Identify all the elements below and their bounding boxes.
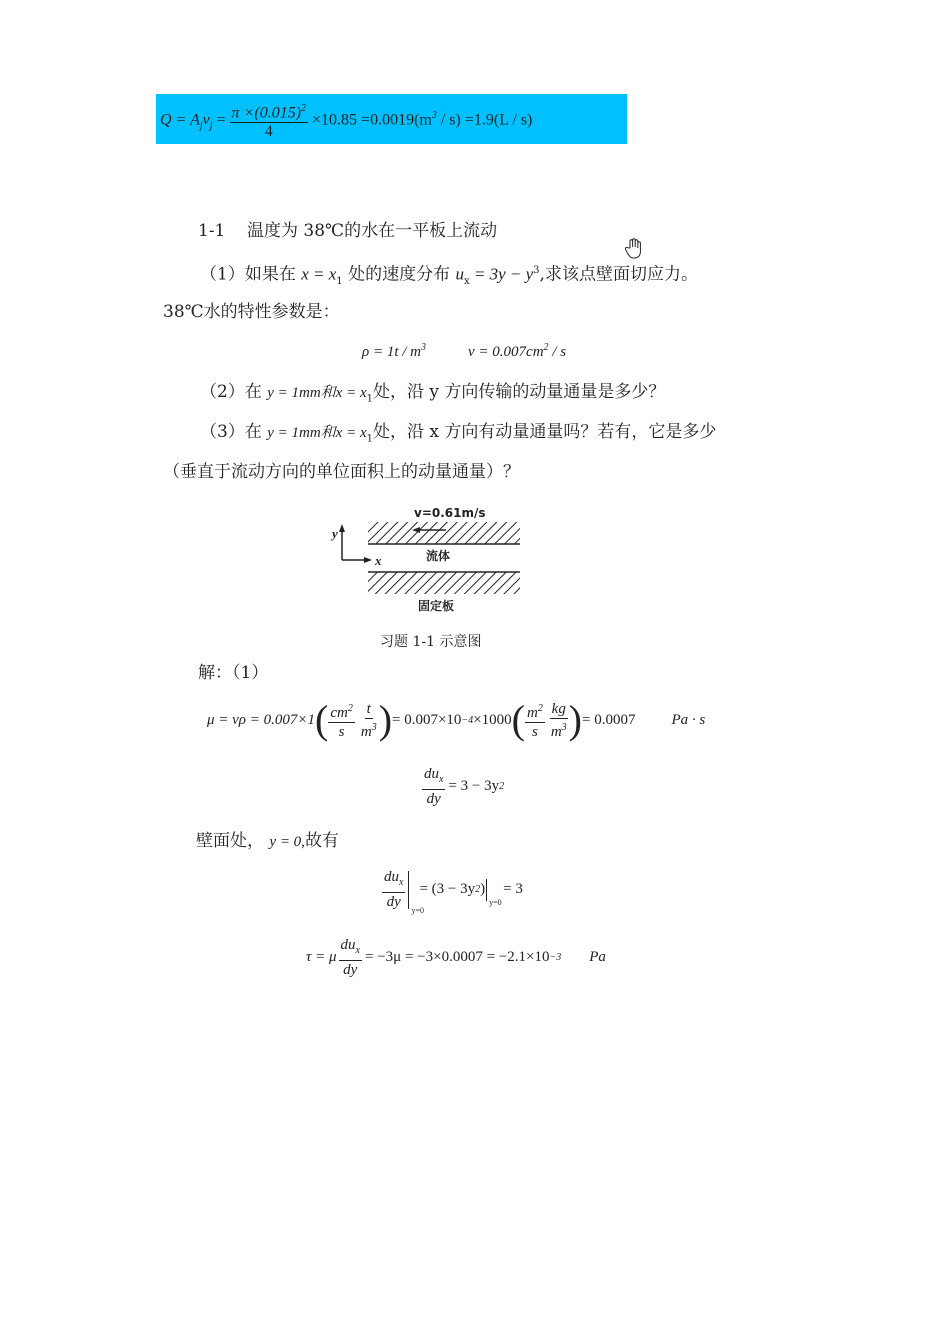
- math-sub: 1: [366, 393, 373, 405]
- eq-sup: −3: [549, 952, 562, 963]
- y-axis-label: y: [332, 526, 338, 541]
- eq-fraction: [359, 700, 379, 741]
- viscosity-equation: [207, 697, 705, 743]
- eq-sup: 3: [431, 110, 437, 121]
- part-1: [200, 260, 698, 293]
- highlighted-equation-box: [156, 94, 627, 144]
- eq-sup: −4: [461, 714, 474, 726]
- eval-subscript: y=0: [489, 897, 502, 907]
- part-3: [200, 421, 716, 450]
- eq-part: τ = μ: [306, 949, 337, 965]
- part-1-text: ,求该点壁面切应力。: [539, 264, 698, 285]
- fraction-denominator: 4: [264, 123, 273, 141]
- fraction-numerator: π ×(0.015): [231, 104, 302, 122]
- fraction-denominator: s: [531, 723, 538, 740]
- eq-rest: / s) =1.9(L / s): [436, 111, 533, 129]
- moving-plate: [368, 522, 520, 544]
- eq-sup: 2: [347, 702, 353, 714]
- part-3-text: 处，沿 x 方向有动量通量吗？若有，它是多少: [373, 422, 717, 442]
- flow-diagram: [328, 502, 528, 618]
- fraction-numerator: cm: [330, 704, 348, 721]
- eq-fraction: [525, 700, 545, 741]
- eq-part: = 0.007×10: [392, 711, 462, 728]
- fraction-numerator: kg: [551, 700, 566, 717]
- eq-sign: =: [216, 111, 226, 129]
- shear-stress-equation: [306, 936, 606, 979]
- math: ν = 0.007cm: [468, 344, 544, 360]
- problem-heading: [198, 220, 497, 242]
- fraction-denominator: s: [338, 723, 345, 740]
- problem-number: 1-1: [198, 221, 226, 241]
- eq-sub: x: [355, 945, 360, 956]
- math: y = 1mm和x = x: [267, 385, 367, 401]
- eq-rest: ×10.85 =0.0019(m: [312, 111, 432, 129]
- fraction-numerator: du: [340, 937, 356, 953]
- math: / s: [548, 344, 567, 360]
- math: ρ = 1t / m: [362, 344, 421, 360]
- fraction-numerator: du: [424, 766, 439, 782]
- paren: ): [568, 697, 582, 742]
- eval-subscript: y=0: [411, 905, 424, 915]
- eq-fraction: [549, 700, 569, 741]
- eq-sub: j: [199, 120, 203, 132]
- math: y = 0,: [269, 834, 305, 850]
- math-sup: 2: [543, 342, 549, 353]
- part-2-text: 处，沿 y 方向传输的动量通量是多少？: [373, 382, 666, 402]
- fraction-denominator: dy: [426, 791, 441, 807]
- math: x = x: [301, 264, 337, 284]
- math-sub: 1: [336, 276, 343, 288]
- wall-text: 壁面处，: [196, 831, 264, 851]
- part-2: [200, 381, 665, 410]
- eq-sup: 2: [301, 103, 307, 114]
- math-sup: 3: [421, 342, 426, 353]
- eq-part: = 3 − 3y: [448, 778, 500, 794]
- math-sup: 3: [533, 265, 540, 276]
- math: = 3y − y: [469, 264, 534, 284]
- part-3-text: （3）在: [200, 422, 262, 442]
- wall-gradient-equation: [382, 868, 523, 915]
- solution-heading: 解：（1）: [198, 663, 269, 683]
- part-1-text: （1）如果在: [200, 264, 296, 285]
- math: y = 1mm和x = x: [267, 425, 367, 441]
- eq-sup: 2: [475, 884, 481, 895]
- part-1-text: 处的速度分布: [348, 264, 451, 285]
- eq-unit: Pa: [589, 949, 606, 965]
- fraction-denominator: m: [550, 723, 562, 740]
- eq-part: = 0.0007: [582, 711, 636, 728]
- eq-fraction: [422, 765, 445, 808]
- eq-v: v: [202, 111, 210, 129]
- fraction-numerator: m: [526, 704, 538, 721]
- eq-sup: 3: [371, 721, 377, 733]
- eq-lhs: Q = A: [160, 111, 200, 129]
- fraction-numerator: t: [366, 700, 371, 717]
- eq-fraction: [328, 700, 355, 741]
- eq-fraction: [230, 100, 308, 141]
- eval-bar: [408, 871, 424, 915]
- eq-part: = (3 − 3y: [419, 881, 476, 897]
- fixed-plate-label: 固定板: [418, 599, 455, 613]
- hand-cursor-icon: [624, 238, 644, 260]
- paren: (: [511, 697, 525, 742]
- eq-sup: 3: [561, 721, 567, 733]
- eq-sub: j: [209, 120, 213, 132]
- math: u: [455, 264, 464, 284]
- fraction-denominator: m: [360, 723, 372, 740]
- figure-caption: 习题 1-1 示意图: [380, 634, 482, 650]
- viscosity-value: [468, 342, 566, 361]
- eq-part: μ = νρ = 0.007×1: [207, 711, 316, 728]
- eq-fraction: [382, 868, 405, 911]
- x-axis-arrowhead: [364, 557, 372, 563]
- y-axis-arrowhead: [339, 524, 345, 532]
- velocity-label: v=0.61m/s: [414, 506, 486, 520]
- paren: (: [315, 697, 329, 742]
- part-2-text: （2）在: [200, 382, 262, 402]
- velocity-gradient-equation: [422, 765, 504, 808]
- eq-unit: Pa · s: [671, 711, 706, 728]
- eq-part: = −3μ = −3×0.0007 = −2.1×10: [364, 949, 550, 965]
- eq-part: ): [480, 881, 486, 897]
- part-3-continuation: （垂直于流动方向的单位面积上的动量通量）？: [163, 462, 520, 482]
- fraction-denominator: dy: [343, 962, 358, 978]
- eq-sub: x: [399, 877, 404, 888]
- paren: ): [378, 697, 393, 742]
- wall-condition: [196, 830, 339, 853]
- eval-bar: [486, 879, 502, 907]
- fluid-label: 流体: [426, 549, 451, 563]
- problem-title: 温度为 38℃的水在一平板上流动: [247, 221, 498, 241]
- density-value: [362, 342, 426, 361]
- fixed-plate: [368, 572, 520, 594]
- eq-sub: x: [439, 774, 444, 785]
- eq-part: ×1000: [473, 711, 512, 728]
- properties-title: 38℃水的特性参数是：: [163, 302, 340, 322]
- wall-text: 故有: [304, 831, 339, 851]
- math-sub: 1: [366, 433, 373, 445]
- eq-sup: 2: [537, 702, 543, 714]
- eq-fraction: [339, 936, 362, 979]
- eq-sup: 2: [499, 781, 505, 792]
- fraction-denominator: dy: [386, 894, 401, 910]
- eq-part: = 3: [503, 881, 523, 897]
- flow-rate-equation: [160, 100, 532, 141]
- math-sub: x: [463, 276, 470, 288]
- x-axis-label: x: [375, 553, 382, 568]
- fraction-numerator: du: [384, 869, 399, 885]
